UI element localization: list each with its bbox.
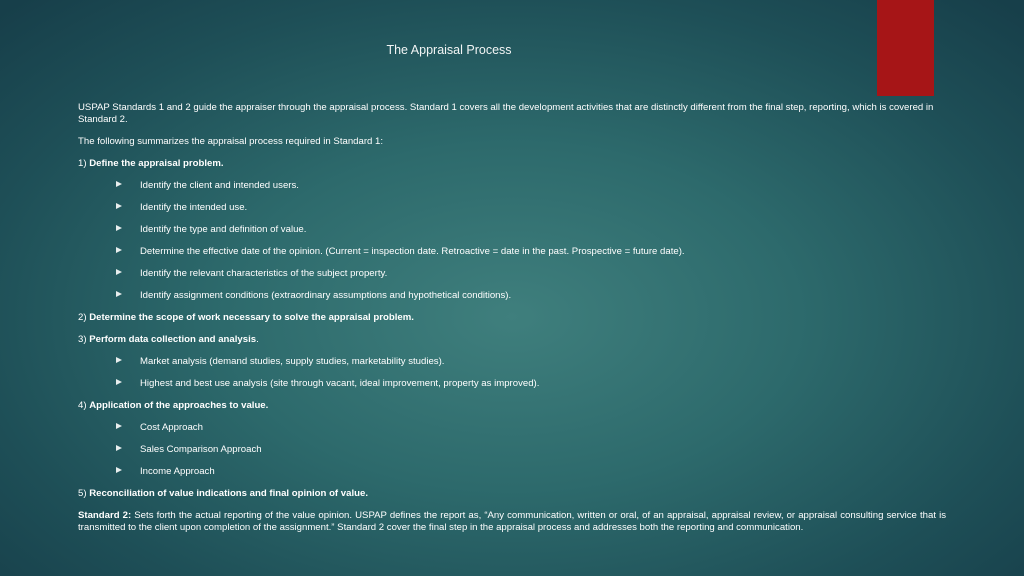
step-5 [78, 488, 946, 500]
step-heading: Application of the approaches to value. [89, 400, 269, 411]
step-number: 2) [78, 312, 87, 323]
step-3 [78, 334, 946, 346]
step-heading: Determine the scope of work necessary to solve the appraisal problem. [89, 312, 414, 323]
intro-paragraph: USPAP Standards 1 and 2 guide the appraiser through the appraisal process. Standard 1 covers all the development activities that are distinctly different from the final step, reporting, which is covered in Standard 2. [78, 102, 934, 125]
arrow-bullet-icon [116, 467, 122, 473]
arrow-bullet-icon [116, 423, 122, 429]
arrow-bullet-icon [116, 291, 122, 297]
step-number: 3) [78, 334, 87, 345]
step-heading: Reconciliation of value indications and final opinion of value. [89, 488, 368, 499]
arrow-bullet-icon [116, 269, 122, 275]
arrow-bullet-icon [116, 225, 122, 231]
step-2 [78, 312, 946, 324]
step-number: 4) [78, 400, 87, 411]
slide-title: The Appraisal Process [386, 43, 512, 57]
summary-line: The following summarizes the appraisal process required in Standard 1: [78, 136, 384, 147]
arrow-bullet-icon [116, 181, 122, 187]
step-heading: Define the appraisal problem. [89, 158, 224, 169]
arrow-bullet-icon [116, 445, 122, 451]
arrow-bullet-icon [116, 203, 122, 209]
step-4 [78, 400, 946, 412]
step-heading-suffix: . [256, 334, 259, 345]
standard-2-paragraph [78, 510, 946, 533]
step-heading: Perform data collection and analysis [89, 334, 257, 345]
step-1 [78, 158, 946, 170]
arrow-bullet-icon [116, 357, 122, 363]
standard-2-text: Sets forth the actual reporting of the value opinion. USPAP defines the report as, “Any communication, written or oral, of an appraisal, appraisal review, or appraisal consulting service that is transmitted to the client upon completion of the assignment.” Standard 2 cover the final step in the appraisal process and addresses both the reporting and communication. [78, 510, 946, 533]
arrow-bullet-icon [116, 379, 122, 385]
step-number: 1) [78, 158, 87, 169]
step-number: 5) [78, 488, 87, 499]
standard-2-label: Standard 2: [78, 510, 132, 521]
arrow-bullet-icon [116, 247, 122, 253]
